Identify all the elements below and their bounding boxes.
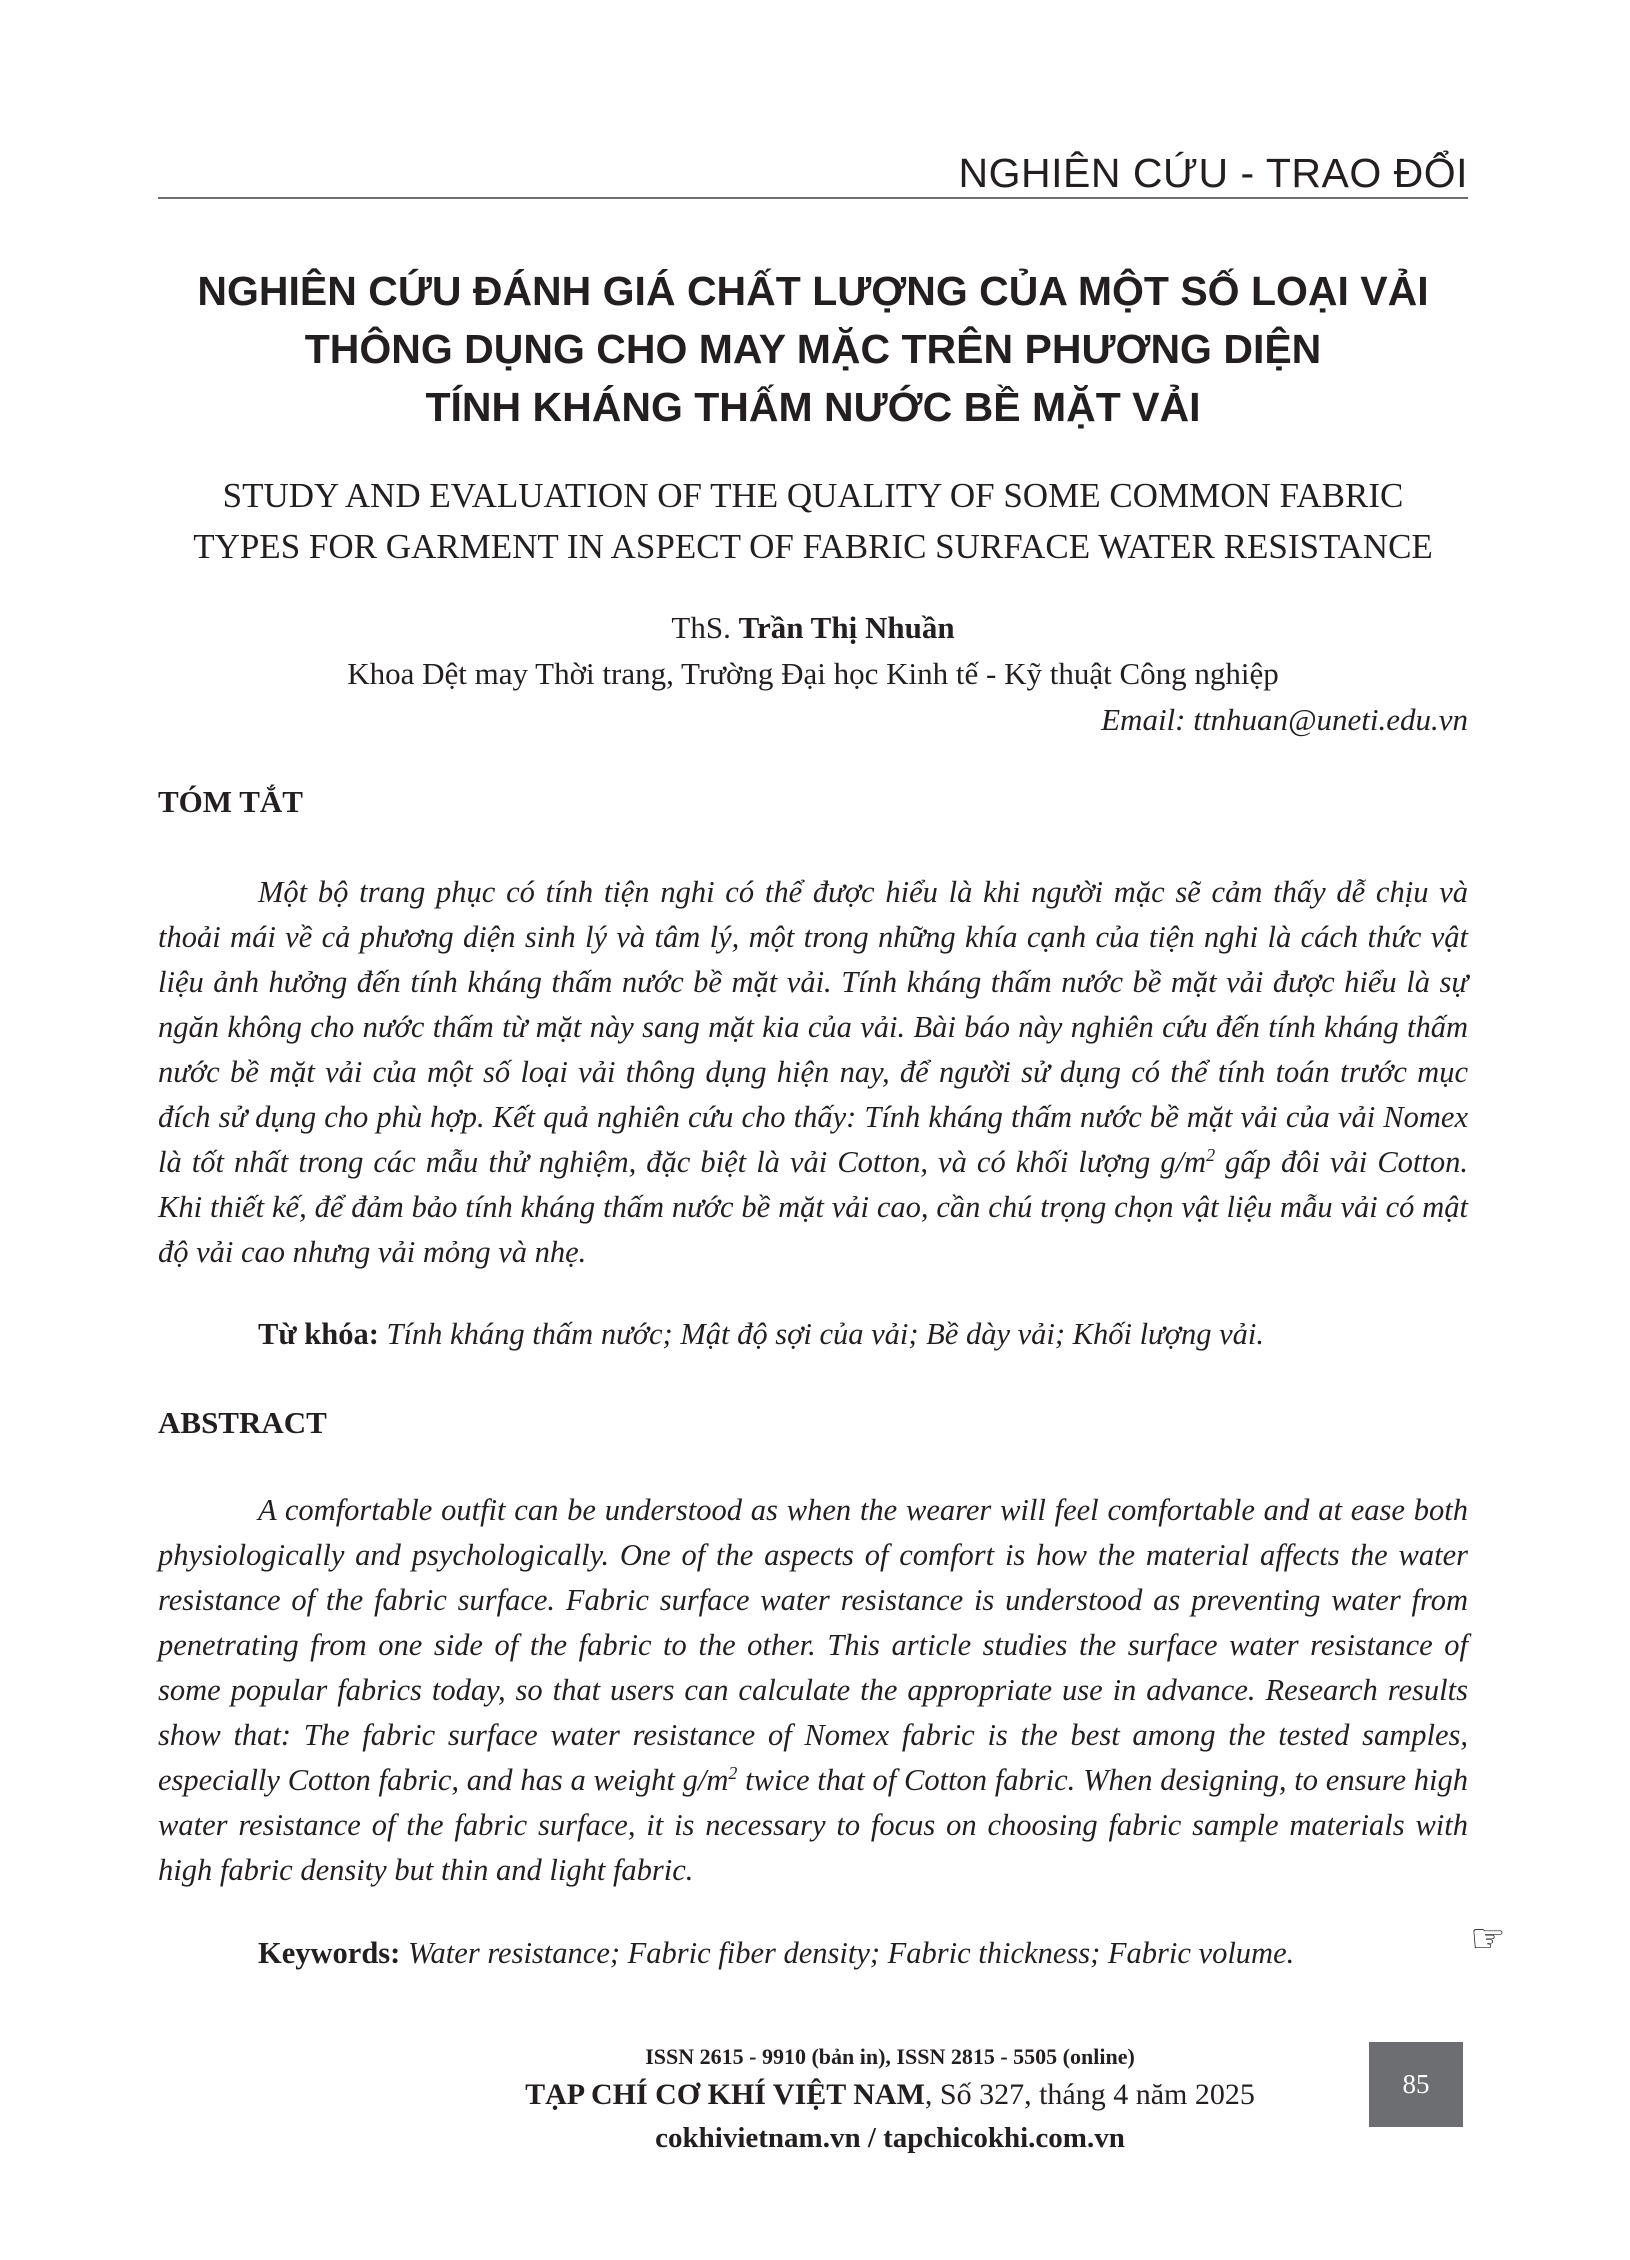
summary-keywords — [158, 1312, 1468, 1357]
title-en-line-1: STUDY AND EVALUATION OF THE QUALITY OF SOME COMMON FABRIC — [222, 476, 1404, 515]
title-english — [158, 470, 1468, 572]
footer-issue: , Số 327, tháng 4 năm 2025 — [924, 2078, 1255, 2111]
summary-keywords-label: Từ khóa: — [258, 1317, 379, 1351]
abstract-keywords — [158, 1931, 1468, 1976]
footer-journal-name: TẠP CHÍ CƠ KHÍ VIỆT NAM — [525, 2078, 925, 2111]
summary-body-part-2: gấp đôi vải Cotton. Khi thiết kế, để đảm bảo tính kháng thấm nước bề mặt vải cao, cần chú trọng chọn vật liệu mẫu vải có mật độ vải cao nhưng vải mỏng và nhẹ. — [158, 1145, 1469, 1269]
title-en-line-2: TYPES FOR GARMENT IN ASPECT OF FABRIC SURFACE WATER RESISTANCE — [193, 527, 1433, 566]
summary-keywords-text: Tính kháng thấm nước; Mật độ sợi của vải; Bề dày vải; Khối lượng vải. — [378, 1317, 1264, 1351]
page-number: 85 — [1369, 2042, 1463, 2127]
title-vietnamese — [158, 262, 1468, 436]
title-vi-line-2: THÔNG DỤNG CHO MAY MẶC TRÊN PHƯƠNG DIỆN — [304, 326, 1322, 372]
pointing-hand-icon: ☞ — [1470, 1916, 1506, 1962]
title-vi-line-3: TÍNH KHÁNG THẤM NƯỚC BỀ MẶT VẢI — [425, 384, 1201, 430]
footer-journal — [450, 2078, 1330, 2112]
summary-body-part-1: Một bộ trang phục có tính tiện nghi có thể được hiểu là khi người mặc sẽ cảm thấy dễ chịu và thoải mái về cả phương diện sinh lý và tâm lý, một trong những khía cạnh của tiện nghi là cách thức vật liệu ảnh hưởng đến tính kháng thấm nước bề mặt vải. Tính kháng thấm nước bề mặt vải được hiểu là sự ngăn không cho nước thấm từ mặt này sang mặt kia của vải. Bài báo này nghiên cứu đến tính kháng thấm nước bề mặt vải của một số loại vải thông dụng hiện nay, để người sử dụng có thể tính toán trước mục đích sử dụng cho phù hợp. Kết quả nghiên cứu cho thấy: Tính kháng thấm nước bề mặt vải của vải Nomex là tốt nhất trong các mẫu thử nghiệm, đặc biệt là vải Cotton, và có khối lượng g/m — [158, 875, 1468, 1179]
summary-body — [158, 870, 1468, 1275]
title-vi-line-1: NGHIÊN CỨU ĐÁNH GIÁ CHẤT LƯỢNG CỦA MỘT SỐ LOẠI VẢI — [197, 268, 1429, 314]
summary-heading: TÓM TẮT — [158, 784, 303, 819]
abstract-body — [158, 1488, 1468, 1893]
section-label: NGHIÊN CỨU - TRAO ĐỔI — [958, 150, 1468, 196]
abstract-keywords-label: Keywords: — [258, 1936, 401, 1970]
author-line — [158, 610, 1468, 646]
abstract-superscript: 2 — [728, 1762, 738, 1783]
footer-website[interactable]: cokhivietnam.vn / tapchicokhi.com.vn — [655, 2122, 1125, 2154]
author-affiliation: Khoa Dệt may Thời trang, Trường Đại học Kinh tế - Kỹ thuật Công nghiệp — [347, 656, 1279, 691]
author-prefix: ThS. — [671, 610, 739, 645]
abstract-body-part-2: twice that of Cotton fabric. When designing, to ensure high water resistance of the fabric surface, it is necessary to focus on choosing fabric sample materials with high fabric density but thin and light fabric. — [158, 1763, 1468, 1887]
header-rule — [158, 197, 1468, 199]
footer-issn: ISSN 2615 - 9910 (bản in), ISSN 2815 - 5505 (online) — [645, 2044, 1135, 2069]
abstract-body-part-1: A comfortable outfit can be understood as when the wearer will feel comfortable and at ease both physiologically and psychologically. One of the aspects of comfort is how the material affects the water resistance of the fabric surface. Fabric surface water resistance is understood as preventing water from penetrating from one side of the fabric to the other. This article studies the surface water resistance of some popular fabrics today, so that users can calculate the appropriate use in advance. Research results show that: The fabric surface water resistance of Nomex fabric is the best among the tested samples, especially Cotton fabric, and has a weight g/m — [158, 1493, 1468, 1797]
summary-superscript: 2 — [1206, 1144, 1216, 1165]
author-name: Trần Thị Nhuần — [738, 610, 955, 645]
abstract-heading: ABSTRACT — [158, 1405, 327, 1440]
abstract-keywords-text: Water resistance; Fabric fiber density; Fabric thickness; Fabric volume. — [400, 1936, 1295, 1970]
author-email[interactable]: Email: ttnhuan@uneti.edu.vn — [1101, 702, 1468, 737]
